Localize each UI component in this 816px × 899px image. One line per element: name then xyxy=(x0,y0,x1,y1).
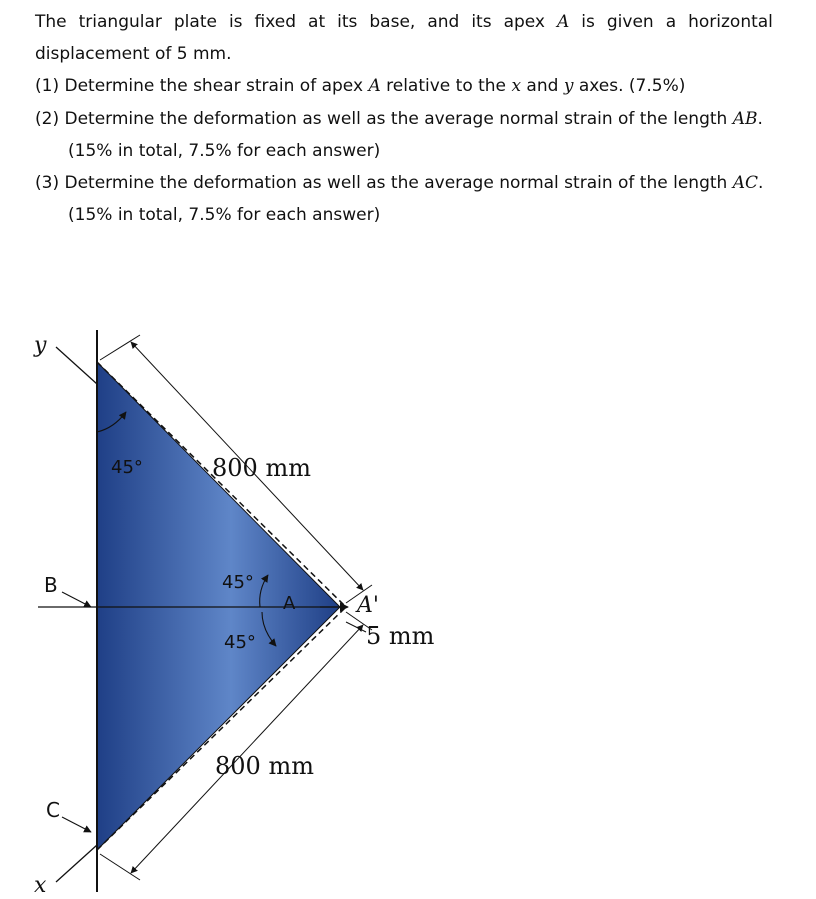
word: its xyxy=(337,12,358,32)
q1-mid1: relative to the xyxy=(380,76,512,96)
word: fixed xyxy=(254,12,297,32)
q2-var: AB xyxy=(732,109,758,129)
word-apex-var: A xyxy=(557,12,570,32)
word: horizontal xyxy=(688,12,773,32)
angle-mid-lower-label: 45° xyxy=(224,632,256,653)
x-axis-line xyxy=(56,845,97,882)
y-axis-label: y xyxy=(34,333,47,358)
word: is xyxy=(581,12,595,32)
word: given xyxy=(606,12,654,32)
word: is xyxy=(228,12,243,32)
question-3-note: (15% in total, 7.5% for each answer) xyxy=(68,205,381,225)
q3-prefix: (3) Determine the deformation as well as the average normal strain of the length xyxy=(35,173,733,193)
c-leader xyxy=(62,817,91,832)
displacement-label: 5 mm xyxy=(366,622,435,650)
dim-upper-label: 800 mm xyxy=(212,454,311,482)
dim-lower-label: 800 mm xyxy=(215,752,314,780)
q3-suffix: . xyxy=(758,173,764,193)
q1-suffix: axes. (7.5%) xyxy=(573,76,686,96)
word: The xyxy=(35,12,67,32)
statement-line-2: displacement of 5 mm. xyxy=(35,44,232,64)
q1-prefix: (1) Determine the shear strain of apex xyxy=(35,76,369,96)
word: a xyxy=(665,12,677,32)
q1-var-x: x xyxy=(511,76,522,96)
point-a-label: A xyxy=(283,593,296,614)
point-b-label: B xyxy=(44,573,58,597)
lower-extension-bottom xyxy=(100,854,140,880)
question-2-note: (15% in total, 7.5% for each answer) xyxy=(68,141,381,161)
word: and xyxy=(427,12,460,32)
x-axis-label: x xyxy=(34,873,47,898)
q1-mid2: and xyxy=(521,76,564,96)
upper-extension-top xyxy=(100,335,140,360)
q3-var: AC xyxy=(732,173,758,193)
word: base, xyxy=(369,12,416,32)
q1-var-a: A xyxy=(368,76,381,96)
y-axis-line xyxy=(56,347,97,384)
angle-top-label: 45° xyxy=(111,457,143,478)
q1-var-y: y xyxy=(563,76,574,96)
point-c-label: C xyxy=(46,798,60,822)
q2-suffix: . xyxy=(757,109,763,129)
point-a-prime-label: A' xyxy=(357,593,379,618)
word: apex xyxy=(503,12,545,32)
word: at xyxy=(308,12,326,32)
q2-prefix: (2) Determine the deformation as well as the average normal strain of the length xyxy=(35,109,733,129)
word: triangular xyxy=(78,12,162,32)
word: its xyxy=(471,12,492,32)
angle-mid-upper-label: 45° xyxy=(222,572,254,593)
word: plate xyxy=(173,12,217,32)
b-leader xyxy=(62,592,91,607)
